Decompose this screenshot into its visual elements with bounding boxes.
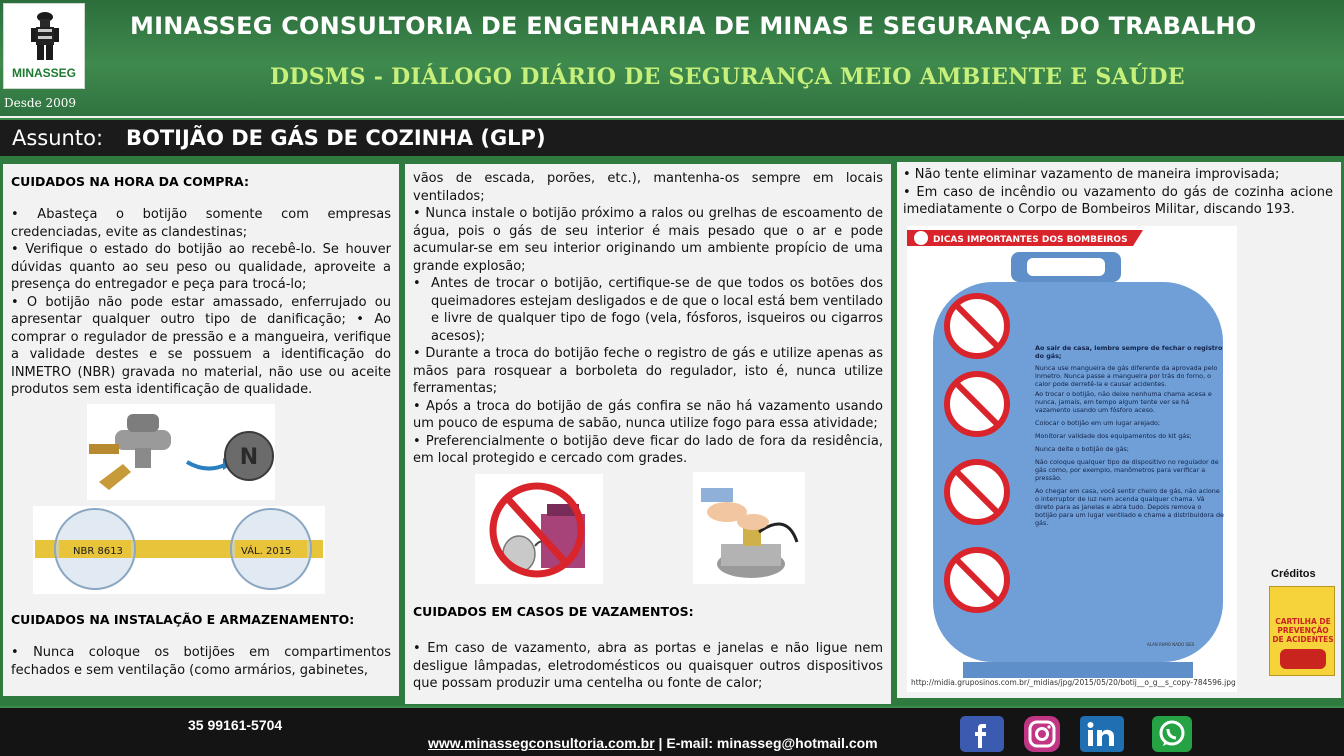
install-item: Antes de trocar o botijão, certifique-se de que todos os botões dos queimadores estejam desligados e de que o local está bem ventilado e livre de qualquer tipo de fogo (vela, fósforos, isqueiros ou cigarros acesos); [431, 276, 883, 344]
contact-line [428, 735, 878, 751]
install-item: Durante a troca do botijão feche o registro de gás e utilize apenas as mãos para rosquear a borboleta do regulador, isto é, nunca utilize ferramentas; [413, 346, 883, 396]
install-item: • Nunca instale o botijão próximo a ralos ou grelhas de escoamento de água, pois o gás de seu interior é mais pesado que o ar e pode acumular-se em seu interior originando um ambiente propício de uma grande explosão; [413, 206, 883, 274]
credits-book-cover [1269, 586, 1335, 676]
subject-label: Assunto: [12, 126, 104, 150]
leak-item: • Em caso de vazamento, abra as portas e janelas e não ligue nem desligue lâmpadas, eletrodomésticos ou quaisquer outros dispositivos que possam produzir uma centelha ou fonte de calor; [413, 641, 883, 691]
image-source: http://midia.gruposinos.com.br/_midias/jpg/2015/05/20/botij__o_g__s_copy-784596.jpg [911, 678, 1236, 687]
install-item: Preferencialmente o botijão deve ficar do lado de fora da residência, em local protegido e cercado com grades. [413, 433, 883, 466]
footer [0, 706, 1344, 756]
firefighter-tips-poster [907, 226, 1237, 692]
hose-label-right: VÁL. 2015 [241, 546, 292, 557]
worker-figure-icon [30, 10, 60, 62]
company-logo [3, 3, 85, 89]
leak-item: • Em caso de incêndio ou vazamento do gás de cozinha acione imediatamente o Corpo de Bombeiros Militar, discando 193. [903, 184, 1333, 217]
regulator-hands-image [693, 472, 805, 584]
hose-label-left: NBR 8613 [73, 546, 123, 557]
regulator-letter: N [239, 445, 259, 470]
hose-image [33, 506, 325, 594]
tip-item: Colocar o botijão em um lugar arejado; [1035, 419, 1161, 427]
heading-purchase: CUIDADOS NA HORA DA COMPRA: [11, 174, 249, 189]
since-text: Desde 2009 [4, 96, 77, 110]
tip-item: Ao trocar o botijão, não deixe nenhuma chama acesa e nunca, jamais, em tempo algum tente ver se há vazamento usando um fósforo aceso. [1035, 390, 1212, 414]
stove-prohibited-image [475, 474, 603, 584]
column-installation [405, 164, 891, 704]
phone-number: 35 99161-5704 [188, 717, 283, 733]
bullet: • [413, 398, 427, 414]
bullet: • [413, 346, 426, 361]
tip-item: Não coloque qualquer tipo de dispositivo no regulador de gás como, por exemplo, manômetros para verificar a pressão. [1035, 458, 1219, 482]
tip-item: Nunca deite o botijão de gás; [1035, 445, 1129, 453]
tip-item: Ao chegar em casa, você sentir cheiro de gás, não acione o interruptor de luz nem acenda qualquer chama. Vá direto para as janelas e abra tudo. Depois remova o botijão para um lugar ventilado e chame a distribuidora de gás. [1035, 487, 1224, 527]
bullet: • [413, 276, 421, 291]
book-illustration [1280, 649, 1326, 669]
subject-bar [0, 118, 1344, 156]
company-title: MINASSEG CONSULTORIA DE ENGENHARIA DE MINAS E SEGURANÇA DO TRABALHO [130, 12, 1257, 40]
header [0, 0, 1344, 116]
heading-install: CUIDADOS NA INSTALAÇÃO E ARMAZENAMENTO: [11, 612, 355, 627]
tip-item: Ao sair de casa, lembre sempre de fechar o registro do gás; [1035, 344, 1223, 360]
heading-leak: CUIDADOS EM CASOS DE VAZAMENTOS: [413, 604, 694, 619]
instagram-icon[interactable] [1020, 716, 1064, 752]
tip-item: Nunca use mangueira de gás diferente da aprovada pelo Inmetro. Nunca passe a mangueira por trás do forno, o calor pode derretê-la e causar acidentes. [1035, 364, 1218, 388]
subject-value: BOTIJÃO DE GÁS DE COZINHA (GLP) [126, 126, 546, 150]
bullet: • [413, 433, 426, 449]
credits-book-title: CARTILHA DE PREVENÇÃO DE ACIDENTES [1272, 617, 1334, 644]
email-text[interactable]: E-mail: minasseg@hotmail.com [666, 735, 878, 751]
linkedin-icon[interactable] [1080, 716, 1124, 752]
purchase-item: • Abasteça o botijão somente com empresas credenciadas, evite as clandestinas; [11, 207, 391, 240]
website-link[interactable]: www.minassegconsultoria.com.br [428, 735, 655, 751]
purchase-item: • Verifique o estado do botijão ao recebê-lo. Se houver dúvidas quanto ao seu peso ou qualidade, aproveite a presença do entregador e peça para trocá-lo; [11, 242, 391, 292]
purchase-item: • O botijão não pode estar amassado, enferrujado ou apresentar qualquer outro tipo de danificação; • Ao comprar o regulador de pressão e a mangueira, verifique a validade destes e se possuem a identificação do INMETRO (NBR) gravada no material, não use ou aceite produtos sem esta identificação de qualidade. [11, 294, 391, 397]
tip-item: Monitorar validade dos equipamentos do kit gás; [1035, 432, 1192, 440]
poster-artist: ALAN RAMO NADO SIES [1147, 642, 1195, 647]
install-item: vãos de escada, porões, etc.), mantenha-os sempre em locais ventilados; [413, 171, 883, 204]
poster-banner: DICAS IMPORTANTES DOS BOMBEIROS [933, 235, 1128, 245]
leak-item: • Não tente eliminar vazamento de maneira improvisada; [903, 167, 1280, 182]
logo-brand-text: MINASSEG [11, 66, 76, 80]
install-item: • Nunca coloque os botijões em compartimentos fechados e sem ventilação (como armários, gabinetes, [11, 645, 391, 678]
column-leaks [897, 162, 1341, 698]
program-title: DDSMS - DIÁLOGO DIÁRIO DE SEGURANÇA MEIO AMBIENTE E SAÚDE [270, 64, 1185, 90]
contact-separator: | [654, 735, 667, 751]
content-area [0, 156, 1344, 706]
column-purchase [3, 164, 399, 696]
regulator-image [87, 404, 275, 500]
whatsapp-icon[interactable] [1150, 716, 1194, 752]
install-item: Após a troca do botijão de gás confira se não há vazamento usando um pouco de espuma de sabão, nunca utilize fogo para essa atividade; [413, 398, 883, 431]
facebook-icon[interactable] [960, 716, 1004, 752]
credits-label: Créditos [1271, 568, 1316, 580]
